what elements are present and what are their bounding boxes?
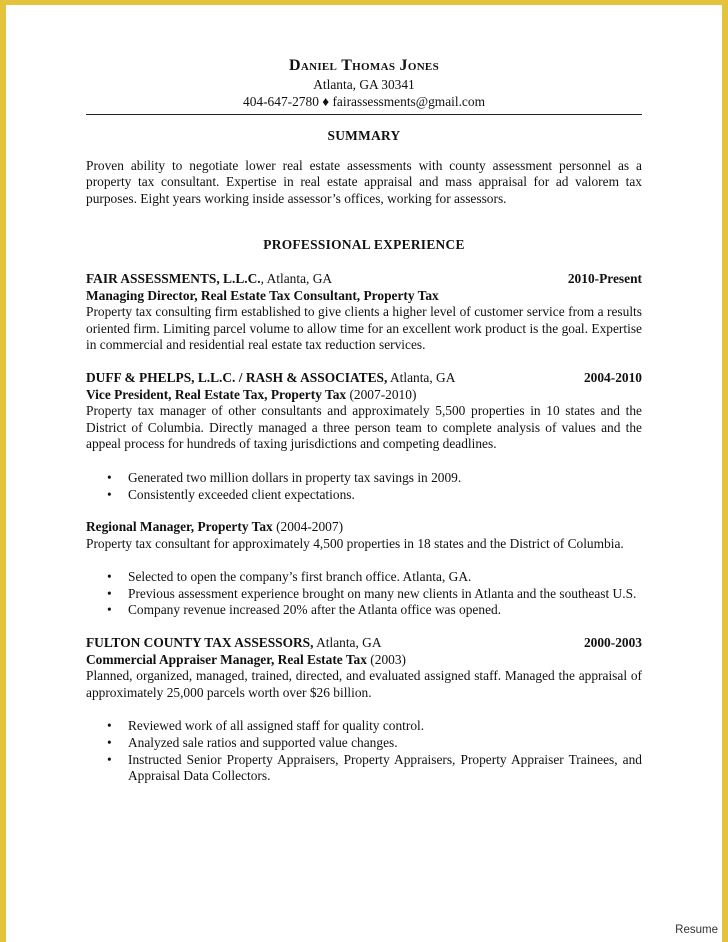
bullet-icon: • [107,602,112,618]
job-employer [86,635,382,652]
footer-tag: Resume [675,924,718,936]
job-description: Property tax consulting firm established to give clients a higher level of customer service from a results oriented firm. Limiting parcel volume to allow time for an excellent work product is the goal. Expertise in commercial and residential real estate tax reduction services. [86,304,642,353]
achievement-text: Consistently exceeded client expectations. [128,486,355,502]
job-title: Vice President, Real Estate Tax, Property Tax [86,386,347,402]
job-title: Managing Director, Real Estate Tax Consultant, Property Tax [86,287,439,303]
job-description: Planned, organized, managed, trained, directed, and evaluated assigned staff. Managed the appraisal of approximately 25,000 parcels worth over $26 billion. [86,668,642,700]
job-entry [86,271,642,354]
list-item [107,718,642,735]
job-years: 2004-2010 [583,369,642,385]
job-title-years: (2007-2010) [346,386,417,402]
sub-role-entry [86,519,642,619]
bullet-icon: • [107,735,112,751]
job-title: Commercial Appraiser Manager, Real Estate Tax [86,651,367,667]
list-item [107,751,642,785]
job-header [86,635,642,652]
job-title: Regional Manager, Property Tax [86,519,273,535]
job-title-line [86,288,642,305]
list-item [107,486,642,504]
bullet-icon: • [107,486,112,502]
header-divider [86,114,642,115]
job-employer [86,271,332,288]
contact-line [86,93,642,110]
summary-text: Proven ability to negotiate lower real estate assessments with county assessment personnel as a property tax consultant. Expertise in real estate appraisal and mass appraisal for ad valorem tax purposes. Eight years working inside assessor’s offices, working for assessors. [86,157,642,206]
experience-heading: PROFESSIONAL EXPERIENCE [263,237,465,253]
job-achievements [86,470,642,503]
company-name: FULTON COUNTY TAX ASSESSORS, [86,635,314,651]
job-years: 2000-2003 [583,635,642,651]
job-description: Property tax manager of other consultants and approximately 5,500 properties in 10 states and the District of Columbia. Directly managed a three person team to complete analysis of values and the appeal process for hundreds of taxing jurisdictions and competing deadlines. [86,403,642,452]
company-name: FAIR ASSESSMENTS, L.L.C. [86,270,261,286]
achievement-text: Instructed Senior Property Appraisers, Property Appraisers, Property Appraiser Trainees, and Appraisal Data Collectors. [128,751,642,784]
job-entry [86,635,642,785]
job-years: 2010-Present [567,270,642,286]
candidate-location: Atlanta, GA 30341 [313,77,415,92]
achievement-text: Previous assessment experience brought on many new clients in Atlanta and the southeast U.S. [128,585,637,601]
bullet-icon: • [107,751,112,767]
company-location: Atlanta, GA [387,369,456,385]
achievement-text: Company revenue increased 20% after the Atlanta office was opened. [128,602,502,618]
achievement-text: Selected to open the company’s first branch office. Atlanta, GA. [128,569,472,585]
job-header [86,370,642,387]
list-item [107,469,642,487]
job-header [86,271,642,288]
company-location: Atlanta, GA [313,635,382,651]
job-entry [86,370,642,619]
list-item [107,585,642,603]
bullet-icon: • [107,718,112,734]
job-employer [86,370,455,387]
company-location: , Atlanta, GA [260,270,333,286]
job-achievements [86,569,642,619]
list-item [107,569,642,586]
job-title-years: (2004-2007) [272,519,344,535]
achievement-text: Generated two million dollars in property tax savings in 2009. [128,469,462,485]
list-item [107,602,642,619]
phone-number: 404-647-2780 [243,94,319,109]
job-title-line [86,387,642,404]
job-title-line [86,652,642,669]
job-title-years: (2003) [366,651,406,667]
diamond-separator-icon: ♦ [322,94,330,109]
achievement-text: Reviewed work of all assigned staff for quality control. [128,718,425,734]
resume-page [86,56,642,785]
bullet-icon: • [107,469,112,485]
bullet-icon: • [107,569,112,585]
summary-heading: SUMMARY [327,128,401,143]
list-item [107,735,642,752]
achievement-text: Analyzed sale ratios and supported value changes. [128,735,398,751]
company-name: DUFF & PHELPS, L.L.C. / RASH & ASSOCIATES, [86,369,388,385]
candidate-name: Daniel Thomas Jones [289,57,439,74]
email-address: fairassessments@gmail.com [332,94,485,109]
job-achievements [86,718,642,784]
job-description: Property tax consultant for approximately 4,500 properties in 18 states and the District of Columbia. [86,535,624,551]
bullet-icon: • [107,585,112,601]
job-title-line [86,519,642,536]
